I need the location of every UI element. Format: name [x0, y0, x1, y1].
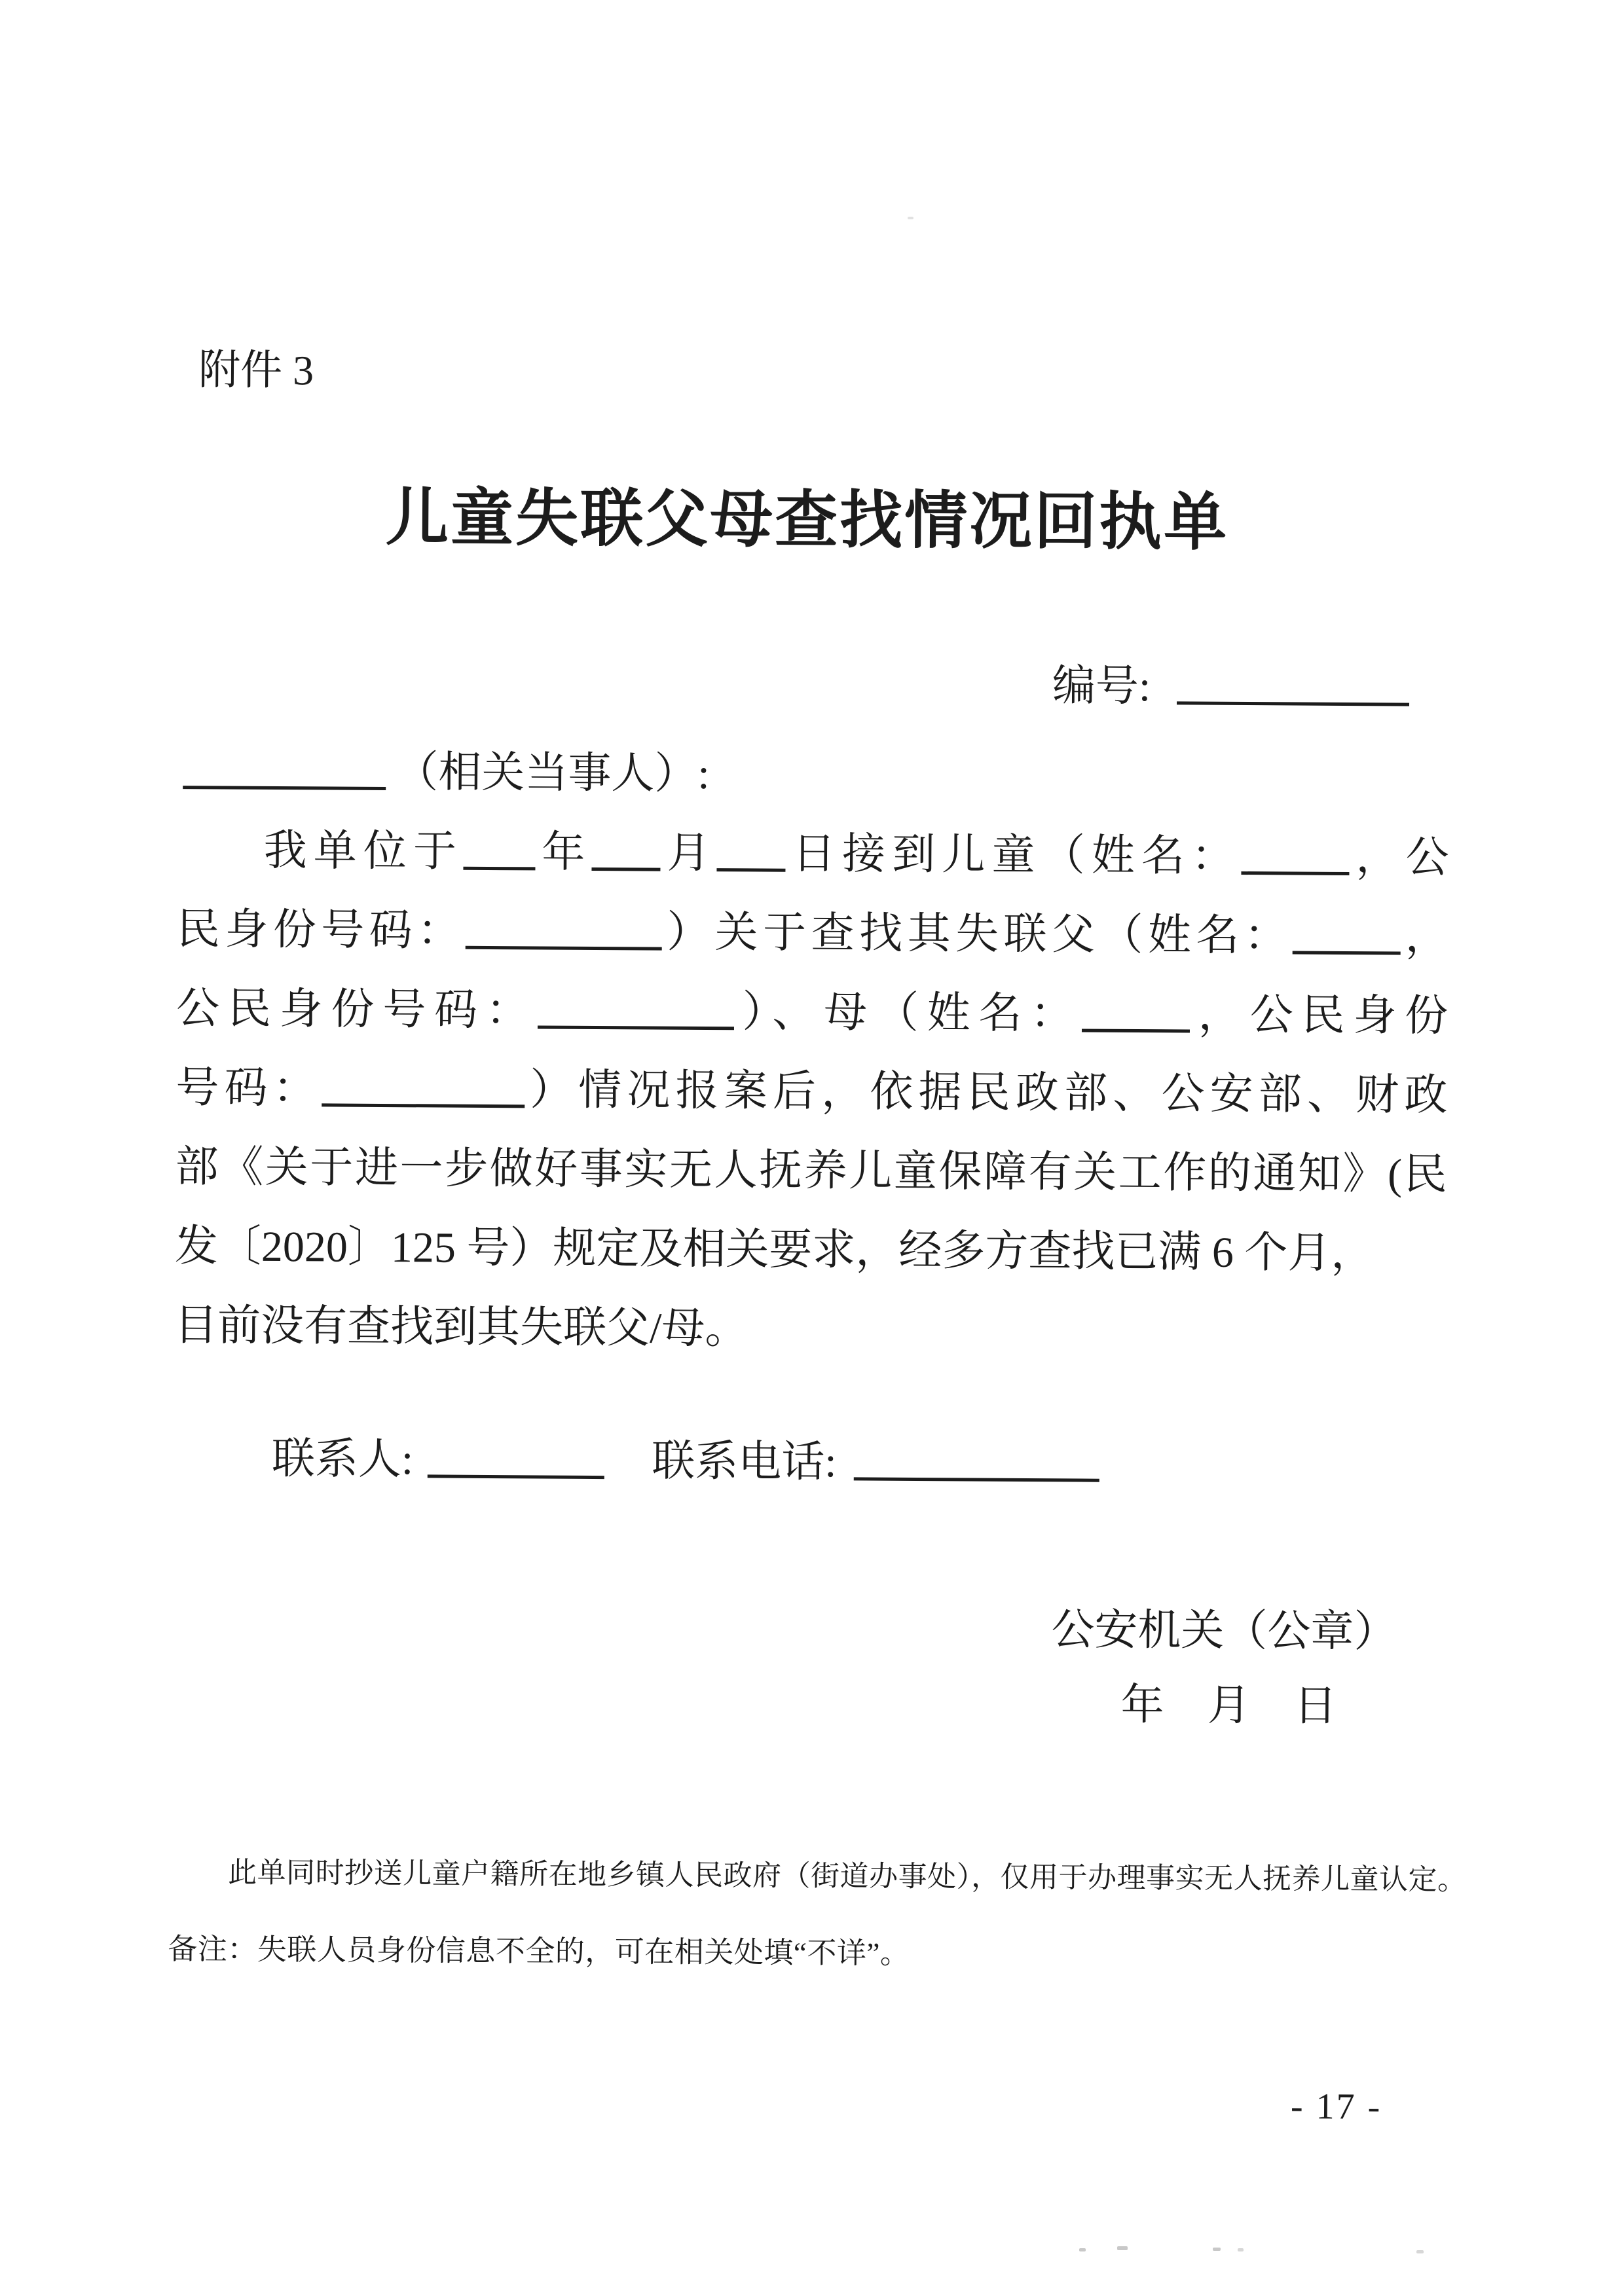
child-id-blank [466, 909, 662, 951]
body-line-7: 目前没有查找到其失联父/母。 [174, 1302, 748, 1353]
body-text: 公民身份号码： [175, 985, 538, 1035]
body-text: 号码： [175, 1064, 322, 1113]
body-text: ）情况报案后，依据民政部、公安部、财政 [524, 1066, 1448, 1120]
contact-phone-blank [853, 1440, 1099, 1482]
party-label: （相关当事人）: [395, 748, 710, 799]
contact-person-label: 联系人: [271, 1434, 414, 1484]
seal-line: 公安机关（公章） [1051, 1606, 1397, 1656]
number-line [178, 655, 1450, 714]
father-name-blank [1292, 914, 1400, 955]
body-text: ）关于查找其失联父（姓名： [661, 908, 1293, 960]
body-line-2 [177, 890, 1449, 977]
number-label: 编号: [1052, 662, 1151, 711]
body-text: ，公民身份 [1189, 991, 1449, 1040]
mother-id-blank [322, 1066, 525, 1108]
scan-artifact [908, 217, 913, 219]
body-text: 民身份号码： [176, 905, 466, 955]
year-blank [463, 830, 535, 871]
attachment-label: 附件 3 [198, 346, 314, 394]
party-name-blank [183, 749, 386, 790]
day-blank [717, 831, 786, 872]
body-text: ）、母（姓名： [733, 988, 1082, 1038]
father-id-blank [538, 989, 734, 1030]
contact-phone-label: 联系电话: [652, 1437, 837, 1487]
body-text: ，公 [1349, 833, 1449, 882]
contact-line [272, 1433, 1099, 1489]
page-number: - 17 - [1290, 2086, 1382, 2128]
body-line-5: 部《关于进一步做好事实无人抚养儿童保障有关工作的通知》(民 [175, 1143, 1447, 1199]
remark-note: 备注：失联人员身份信息不全的，可在相关处填“不详”。 [168, 1933, 910, 1970]
month-blank [591, 831, 660, 871]
body-line-3 [176, 969, 1449, 1056]
number-blank [1177, 665, 1409, 706]
body-text: 年 [534, 828, 592, 877]
footnote: 此单同时抄送儿童户籍所在地乡镇人民政府（街道办事处），仅用于办理事实无人抚养儿童认定。 [227, 1856, 1467, 1897]
body-line-1 [177, 811, 1449, 898]
body-text: 我单位于 [263, 826, 464, 876]
body-line-4 [175, 1048, 1448, 1135]
scan-artifact [1238, 2248, 1244, 2251]
body-text: ， [1400, 913, 1449, 961]
date-line: 年 月 日 [1120, 1681, 1337, 1730]
body-text: 月 [660, 829, 718, 878]
child-name-blank [1241, 835, 1349, 875]
body-text: 日接到儿童（姓名： [785, 829, 1242, 881]
document-title: 儿童失联父母查找情况回执单 [385, 483, 1229, 558]
body-paragraph [174, 811, 1449, 1373]
scan-artifact [1079, 2248, 1086, 2251]
scan-artifact [1117, 2246, 1128, 2250]
contact-person-blank [428, 1438, 604, 1479]
body-line-6: 发〔2020〕125 号）规定及相关要求，经多方查找已满 6 个月， [174, 1222, 1375, 1278]
mother-name-blank [1082, 993, 1190, 1033]
scan-artifact [1213, 2248, 1221, 2251]
scan-artifact [1416, 2250, 1424, 2253]
party-line [183, 745, 710, 799]
